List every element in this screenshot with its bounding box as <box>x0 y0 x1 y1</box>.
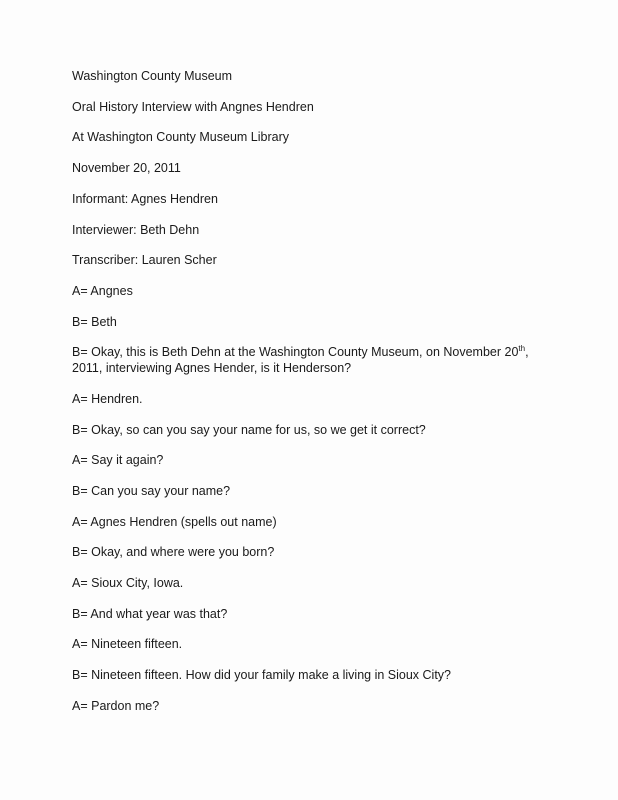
speaker-a-key: A= Angnes <box>72 284 133 298</box>
transcript-line-1 <box>72 344 529 360</box>
transcript-line-1-text: B= Okay, this is Beth Dehn at the Washington County Museum, on November 20 <box>72 345 519 359</box>
transcript-line-1-comma: , <box>525 345 529 359</box>
transcript-line-12: A= Pardon me? <box>72 699 160 713</box>
informant-line: Informant: Agnes Hendren <box>72 192 218 206</box>
transcript-line-2: A= Hendren. <box>72 392 143 406</box>
transcript-line-1-cont: 2011, interviewing Agnes Hender, is it Henderson? <box>72 361 352 375</box>
ordinal-suffix: th <box>518 343 526 353</box>
transcript-line-9: B= And what year was that? <box>72 607 228 621</box>
museum-name: Washington County Museum <box>72 69 233 83</box>
transcript-line-6: A= Agnes Hendren (spells out name) <box>72 515 277 529</box>
transcript-line-4: A= Say it again? <box>72 453 164 467</box>
interview-location: At Washington County Museum Library <box>72 130 289 144</box>
interview-date: November 20, 2011 <box>72 161 181 175</box>
transcript-line-3: B= Okay, so can you say your name for us, so we get it correct? <box>72 423 426 437</box>
speaker-b-key: B= Beth <box>72 315 117 329</box>
transcript-line-7: B= Okay, and where were you born? <box>72 545 275 559</box>
transcript-line-11: B= Nineteen fifteen. How did your family make a living in Sioux City? <box>72 668 451 682</box>
transcript-line-10: A= Nineteen fifteen. <box>72 637 183 651</box>
transcript-line-5: B= Can you say your name? <box>72 484 231 498</box>
interviewer-line: Interviewer: Beth Dehn <box>72 223 200 237</box>
transcript-line-8: A= Sioux City, Iowa. <box>72 576 184 590</box>
interview-title: Oral History Interview with Angnes Hendren <box>72 100 314 114</box>
transcriber-line: Transcriber: Lauren Scher <box>72 253 217 267</box>
